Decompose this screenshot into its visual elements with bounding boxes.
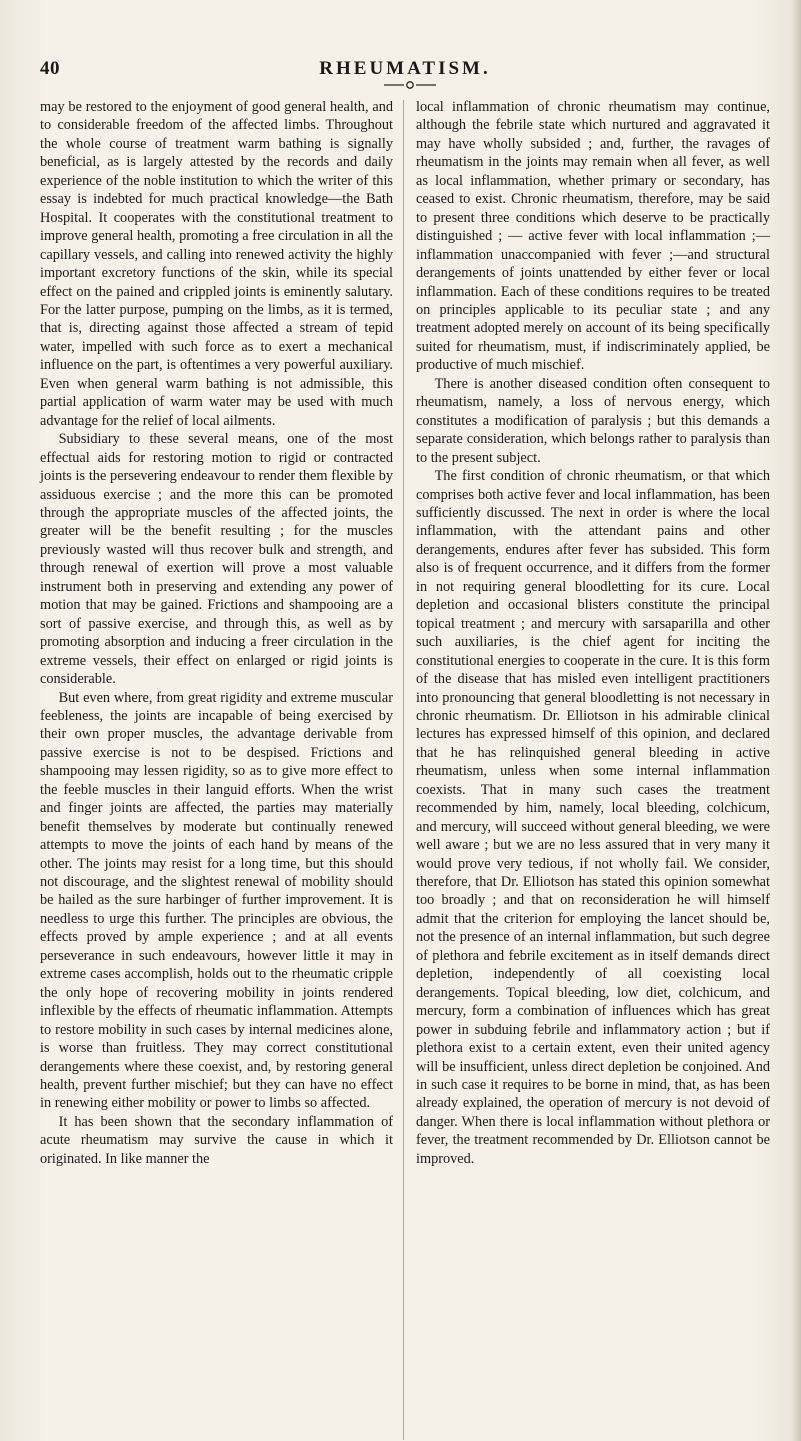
paragraph: It has been shown that the secondary inflammation of acute rheumatism may survive the cause in which it originated. In like manner the [40,1113,393,1167]
ornament-rule-icon [378,78,442,92]
column-divider [403,100,404,1440]
paragraph: But even where, from great rigidity and extreme muscular feebleness, the joints are incapable of being exercised by their own proper muscles, the advantage derivable from passive exercise is not to be despised. Frictions and shampooing may lessen rigidity, so as to give more effect to the feeble muscles in their languid efforts. When the wrist and finger joints are affected, the parties may materially benefit themselves by moderate but continually renewed attempts to move the joints of each hand by means of the other. The joints may resist for a long time, but this should not discourage, and the slightest renewal of mobility should be hailed as the sure harbinger of further improvement. It is needless to urge this further. The principles are obvious, the effects proved by ample experience ; and at all events perseverance in such endeavours, however little it may in extreme cases accomplish, holds out to the rheumatic cripple the only hope of recovering mobility in joints rendered inflexible by the effects of rheumatic inflammation. Attempts to restore mobility in such cases by internal medicines alone, is worse than fruitless. They may correct constitutional derangements where these coexist, and, by restoring general health, prevent further mischief; but they can have no effect in renewing either mobility or power to limbs so affected. [40,689,393,1112]
paragraph: There is another diseased condition often consequent to rheumatism, namely, a loss of nervous energy, which constitutes a modification of paralysis ; but this demands a separate consideration, which belongs rather to paralysis than to the present subject. [416,375,770,466]
page-header [40,58,770,80]
paragraph: may be restored to the enjoyment of good general health, and to considerable freedom of the affected limbs. Throughout the whole course of treatment warm bathing is signally beneficial, as is largely attested by the records and daily experience of the noble institution to which the writer of this essay is indebted for much practical knowledge—the Bath Hospital. It cooperates with the constitutional treatment to improve general health, promoting a free circulation in all the capillary vessels, and calling into renewed activity the highly important excretory functions of the skin, while its special effect on the pained and crippled joints is eminently salutary. For the latter purpose, pumping on the limbs, as it is termed, that is, directing against those affected a stream of tepid water, impelled with such force as to exert a mechanical influence on the part, is oftentimes a very powerful auxiliary. Even when general warm bathing is not admissible, this partial application of warm water may be used with much advantage for the relief of local ailments. [40,99,393,429]
paragraph: The first condition of chronic rheumatism, or that which comprises both active fever and local inflammation, has been sufficiently discussed. The next in order is where the local inflammation, with the attendant pains and other derangements, endures after fever has subsided. This form also is of frequent occurrence, and it differs from the former in not requiring general bloodletting for its cure. Local depletion and occasional blisters constitute the principal topical treatment ; and mercury with sarsaparilla and other such auxiliaries, is the chief agent for inciting the constitutional energies to cooperate in the cure. It is this form of the disease that has misled even intelligent practitioners into pronouncing that general bloodletting is not necessary in chronic rheumatism. Dr. Elliotson in his admirable clinical lectures has expressed himself of this opinion, and declared that he has relinquished general bleeding in active rheumatism, unless when some internal inflammation coexists. That in many such cases the treatment recommended by him, namely, local bleeding, colchicum, and mercury, will succeed without general bleeding, we were well aware ; but we are no less assured that in very many it would prove very tedious, if not wholly fail. We consider, therefore, that Dr. Elliotson has stated this opinion somewhat too broadly ; and that on reconsideration he will himself admit that the criterion for employing the lancet should be, not the presence of an internal inflammation, but such degree of plethora and febrile excitement as in itself demands direct depletion, independently of all coexisting local derangements. Topical bleeding, low diet, colchicum, and mercury, form a combination of influences which has great power in subduing febrile and inflammatory action ; but if plethora exist to a certain extent, even their united agency will be insufficient, unless direct depletion be conjoined. And in such case it requires to be borne in mind, that, as has been already explained, the operation of mercury is not devoid of danger. When there is local inflammation without plethora or fever, the treatment recommended by Dr. Elliotson cannot be improved. [416,468,770,1167]
right-column [416,98,770,1168]
page-number: 40 [40,58,60,79]
page-edge-shadow [791,0,801,1441]
paragraph: local inflammation of chronic rheumatism may continue, although the febrile state which nurtured and aggravated it may have wholly subsided ; and, further, the ravages of rheumatism in the joints may remain when all fever, as well as local inflammation, whether primary or secondary, has ceased to exist. Chronic rheumatism, therefore, may be said to present three conditions which deserve to be practically distinguished ; — active fever with local inflammation ;—inflammation unaccompanied with fever ;—and structural derangements of joints unattended by either fever or local inflammation. Each of these conditions requires to be treated on principles applicable to its peculiar state ; and any treatment adopted merely on account of its being specifically suited for rheumatism, must, if indiscriminately applied, be productive of much mischief. [416,99,770,374]
left-column [40,98,393,1168]
running-title: RHEUMATISM. [319,58,491,79]
paragraph: Subsidiary to these several means, one of the most effectual aids for restoring motion to rigid or contracted joints is the persevering endeavour to render them flexible by assiduous exercise ; and the more this can be promoted through the appropriate muscles of the affected joints, the greater will be the benefit resulting ; for the muscles previously wasted will thus recover bulk and strength, and through renewal of exertion will prove a most valuable instrument both in preserving and extending any power of motion that may be gained. Frictions and shampooing are a sort of passive exercise, and through this, as well as by promoting absorption and inducing a freer circulation in the extreme vessels, their effect on enlarged or rigid joints is considerable. [40,431,393,688]
